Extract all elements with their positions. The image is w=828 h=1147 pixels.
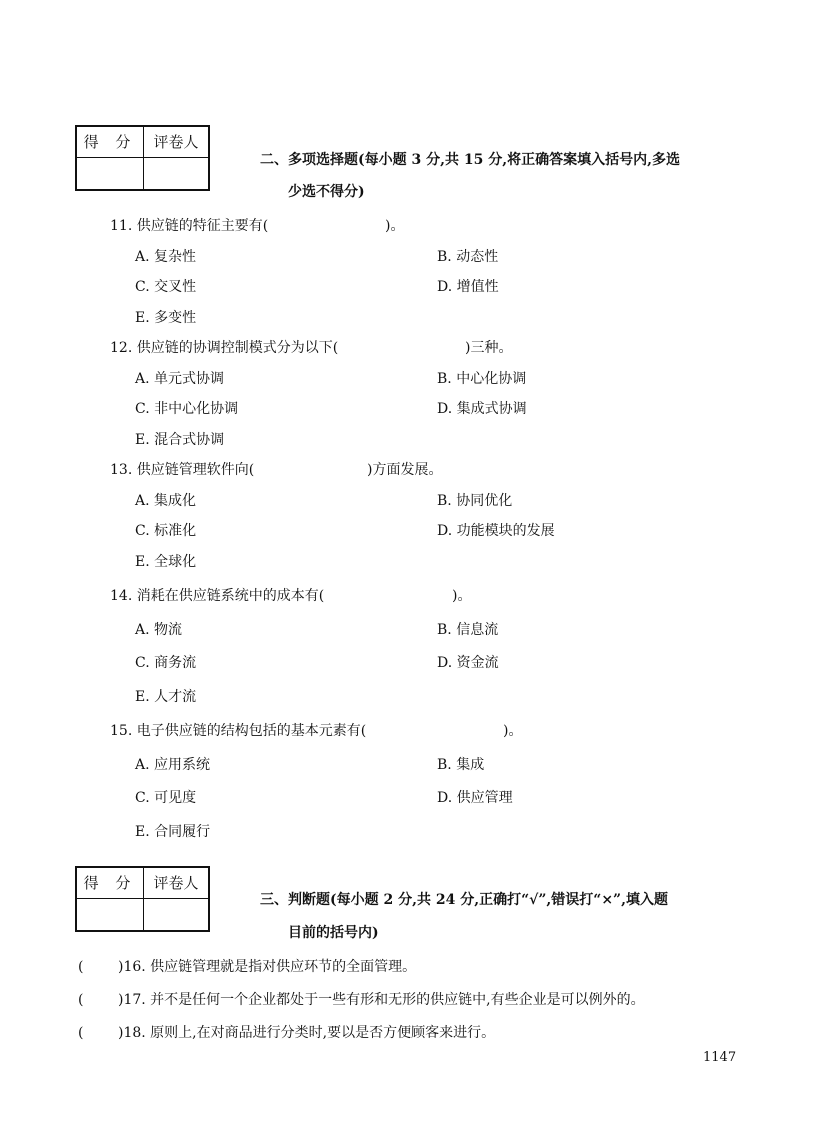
judgement-16-open-paren: ( — [78, 959, 84, 975]
question-11-tail: )。 — [385, 218, 405, 234]
q14-option-a: A. 物流 — [135, 622, 183, 638]
q13-option-e: E. 全球化 — [135, 554, 197, 570]
q11-option-c: C. 交叉性 — [135, 279, 197, 295]
question-15-stem: 15. 电子供应链的结构包括的基本元素有( — [110, 723, 367, 739]
q14-option-c: C. 商务流 — [135, 655, 197, 671]
question-15-tail: )。 — [503, 723, 523, 739]
q12-option-a: A. 单元式协调 — [135, 371, 225, 387]
q12-option-c: C. 非中心化协调 — [135, 401, 239, 417]
q11-option-a: A. 复杂性 — [135, 249, 197, 265]
q13-option-c: C. 标准化 — [135, 523, 197, 539]
section3-heading-line2: 目前的括号内) — [288, 925, 379, 941]
question-13-stem: 13. 供应链管理软件向( — [110, 462, 255, 478]
score-label: 得 分 — [77, 127, 144, 158]
grader-label: 评卷人 — [144, 868, 208, 899]
grader-cell — [144, 899, 208, 930]
question-11-stem: 11. 供应链的特征主要有( — [110, 218, 269, 234]
question-14-tail: )。 — [452, 588, 472, 604]
score-label: 得 分 — [77, 868, 144, 899]
judgement-16-text: )16. 供应链管理就是指对供应环节的全面管理。 — [118, 959, 417, 975]
page-number: 1147 — [703, 1050, 737, 1065]
score-table-section2 — [75, 125, 210, 191]
score-table-section3 — [75, 866, 210, 932]
q15-option-e: E. 合同履行 — [135, 824, 211, 840]
q15-option-c: C. 可见度 — [135, 790, 197, 806]
section3-heading-line1: 三、判断题(每小题 2 分,共 24 分,正确打“√”,错误打“×”,填入题 — [260, 892, 668, 908]
score-cell — [77, 899, 144, 930]
q14-option-d: D. 资金流 — [437, 655, 499, 671]
judgement-18-open-paren: ( — [78, 1025, 84, 1041]
q15-option-a: A. 应用系统 — [135, 757, 211, 773]
q11-option-b: B. 动态性 — [437, 249, 499, 265]
q13-option-d: D. 功能模块的发展 — [437, 523, 555, 539]
grader-label: 评卷人 — [144, 127, 208, 158]
judgement-17-text: )17. 并不是任何一个企业都处于一些有形和无形的供应链中,有些企业是可以例外的。 — [118, 992, 645, 1008]
section2-heading-line2: 少选不得分) — [288, 184, 365, 200]
q15-option-d: D. 供应管理 — [437, 790, 513, 806]
judgement-18-text: )18. 原则上,在对商品进行分类时,要以是否方便顾客来进行。 — [118, 1025, 496, 1041]
judgement-17-open-paren: ( — [78, 992, 84, 1008]
q14-option-b: B. 信息流 — [437, 622, 499, 638]
q11-option-e: E. 多变性 — [135, 310, 197, 326]
section2-heading-line1: 二、多项选择题(每小题 3 分,共 15 分,将正确答案填入括号内,多选 — [260, 152, 680, 168]
score-cell — [77, 158, 144, 189]
question-12-tail: )三种。 — [465, 340, 513, 356]
q13-option-b: B. 协同优化 — [437, 493, 513, 509]
question-13-tail: )方面发展。 — [367, 462, 443, 478]
q11-option-d: D. 增值性 — [437, 279, 499, 295]
q14-option-e: E. 人才流 — [135, 689, 197, 705]
question-14-stem: 14. 消耗在供应链系统中的成本有( — [110, 588, 325, 604]
q15-option-b: B. 集成 — [437, 757, 485, 773]
grader-cell — [144, 158, 208, 189]
question-12-stem: 12. 供应链的协调控制模式分为以下( — [110, 340, 339, 356]
q13-option-a: A. 集成化 — [135, 493, 197, 509]
q12-option-b: B. 中心化协调 — [437, 371, 527, 387]
q12-option-e: E. 混合式协调 — [135, 432, 225, 448]
q12-option-d: D. 集成式协调 — [437, 401, 527, 417]
